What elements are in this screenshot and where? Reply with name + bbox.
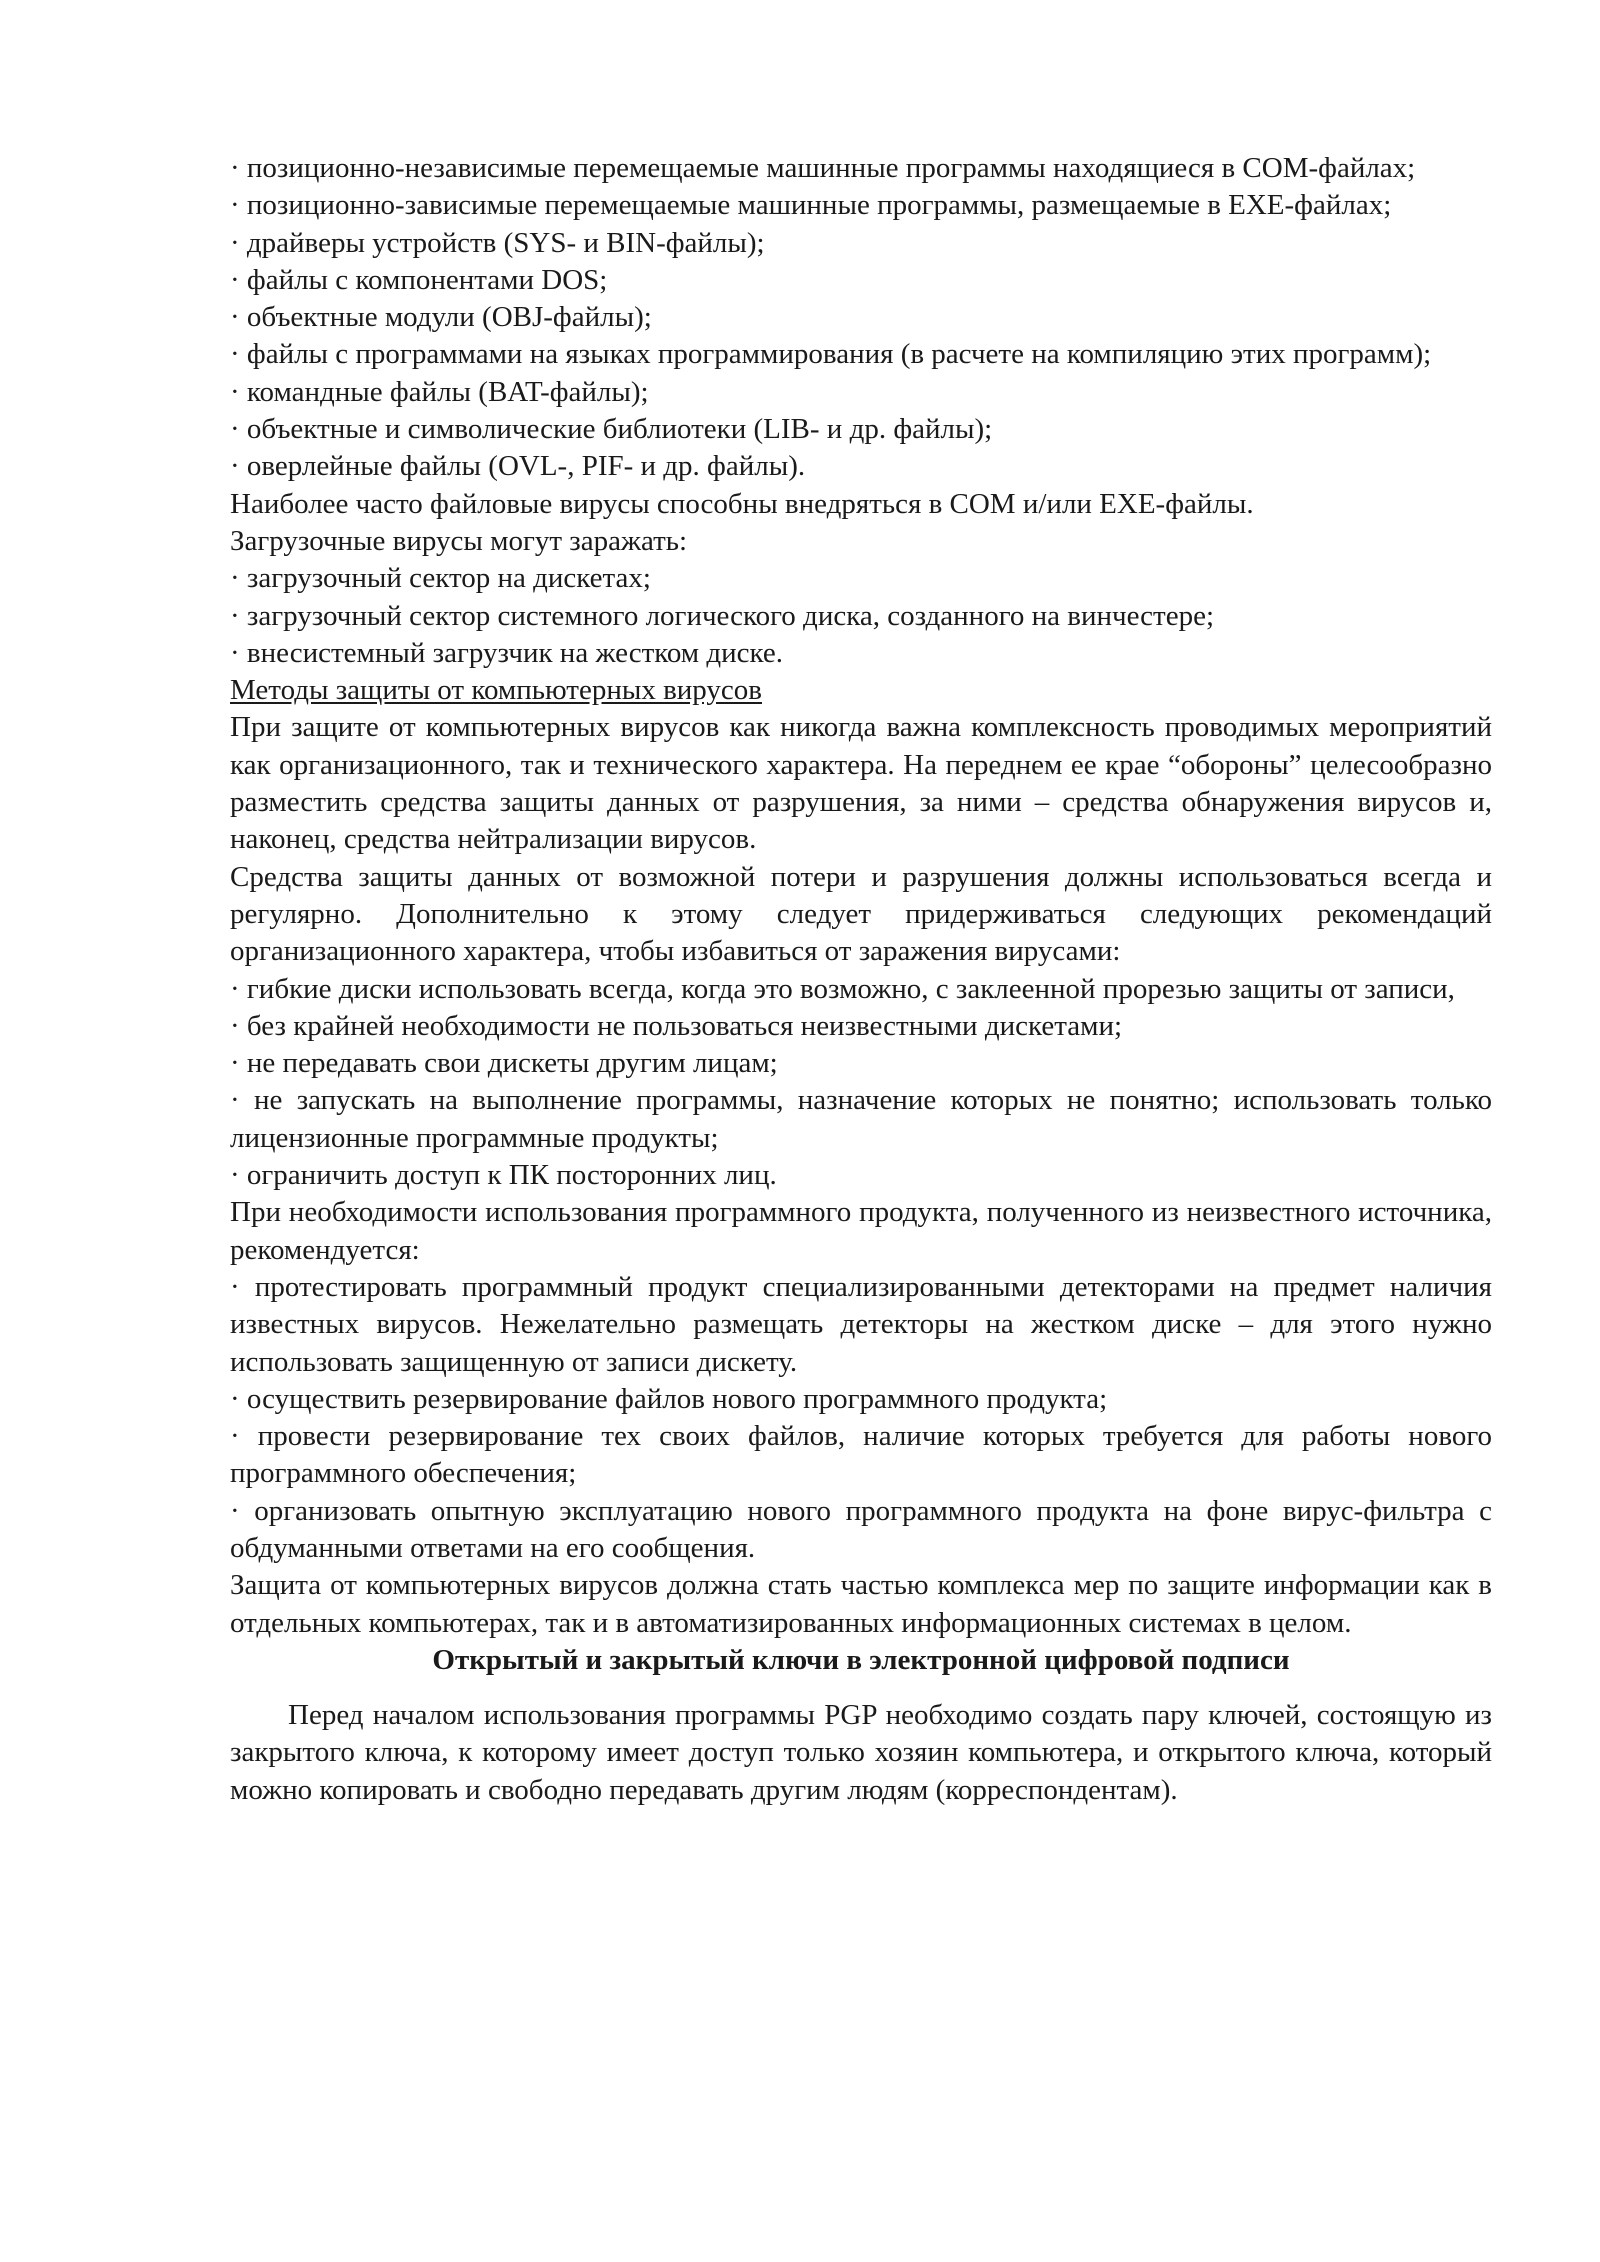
- list-item: · файлы с компонентами DOS;: [230, 263, 608, 296]
- paragraph-unknown-source: При необходимости использования программного продукта, полученного из неизвестного источника, рекомендуется:: [230, 1196, 1492, 1266]
- heading-keys: Открытый и закрытый ключи в электронной цифровой подписи: [432, 1643, 1290, 1676]
- document-page: [230, 150, 1492, 1809]
- list-item: · внесистемный загрузчик на жестком диске.: [230, 636, 784, 669]
- boot-intro: Загрузочные вирусы могут заражать:: [230, 524, 688, 557]
- paragraph-pgp: Перед началом использования программы PGP необходимо создать пару ключей, состоящую из закрытого ключа, к которому имеет доступ только хозяин компьютера, и открытого ключа, который можно копировать и свободно передавать другим людям (корреспондентам).: [230, 1699, 1492, 1806]
- list-item: · драйверы устройств (SYS- и BIN-файлы);: [230, 226, 765, 259]
- list-item: · позиционно-зависимые перемещаемые машинные программы, размещаемые в EXE-файлах;: [230, 189, 1392, 222]
- list-item: · провести резервирование тех своих файлов, наличие которых требуется для работы нового программного обеспечения;: [230, 1420, 1492, 1490]
- files-sentence: Наиболее часто файловые вирусы способны внедряться в COM и/или EXE-файлы.: [230, 487, 1254, 520]
- list-item: · гибкие диски использовать всегда, когда это возможно, с заклеенной прорезью защиты от записи,: [230, 972, 1455, 1005]
- list-item: · позиционно-независимые перемещаемые машинные программы находящиеся в COM-файлах;: [230, 152, 1416, 184]
- unknown-source-list: [230, 1269, 1492, 1567]
- paragraph-conclusion: Защита от компьютерных вирусов должна стать частью комплекса мер по защите информации как в отдельных компьютерах, так и в автоматизированных информационных системах в целом.: [230, 1569, 1492, 1639]
- boot-list: [230, 560, 1492, 672]
- list-item: · файлы с программами на языках программирования (в расчете на компиляцию этих программ);: [230, 338, 1432, 371]
- list-item: · протестировать программный продукт специализированными детекторами на предмет наличия известных вирусов. Нежелательно размещать детекторы на жестком диске – для этого нужно использовать защищенную от записи дискету.: [230, 1270, 1492, 1378]
- list-item: · не передавать свои дискеты другим лицам;: [230, 1047, 778, 1080]
- recommendations-list: [230, 971, 1492, 1195]
- paragraph-protection: При защите от компьютерных вирусов как никогда важна комплексность проводимых мероприятий как организационного, так и технического характера. На переднем ее крае “обороны” целесообразно разместить средства защиты данных от разрушения, за ними – средства обнаружения вирусов и, наконец, средства нейтрализации вирусов.: [230, 711, 1492, 856]
- list-item: · осуществить резервирование файлов нового программного продукта;: [230, 1382, 1108, 1415]
- paragraph-means: Средства защиты данных от возможной потери и разрушения должны использоваться всегда и регулярно. Дополнительно к этому следует придерживаться следующих рекомендаций организационного характера, чтобы избавиться от заражения вирусами:: [230, 860, 1492, 968]
- list-item: · не запускать на выполнение программы, назначение которых не понятно; использовать только лицензионные программные продукты;: [230, 1084, 1492, 1154]
- list-item: · объектные и символические библиотеки (LIB- и др. файлы);: [230, 413, 993, 446]
- list-item: · без крайней необходимости не пользоваться неизвестными дискетами;: [230, 1009, 1123, 1042]
- list-item: · ограничить доступ к ПК посторонних лиц.: [230, 1159, 777, 1192]
- list-item: · загрузочный сектор системного логического диска, созданного на винчестере;: [230, 599, 1215, 632]
- section-title: Методы защиты от компьютерных вирусов: [230, 674, 762, 707]
- list-item: · загрузочный сектор на дискетах;: [230, 562, 651, 595]
- file-types-list: [230, 150, 1492, 486]
- list-item: · организовать опытную эксплуатацию нового программного продукта на фоне вирус-фильтра с обдуманными ответами на его сообщения.: [230, 1494, 1492, 1564]
- list-item: · оверлейные файлы (OVL-, PIF- и др. файлы).: [230, 450, 806, 483]
- list-item: · объектные модули (OBJ-файлы);: [230, 301, 652, 334]
- list-item: · командные файлы (BAT-файлы);: [230, 375, 649, 408]
